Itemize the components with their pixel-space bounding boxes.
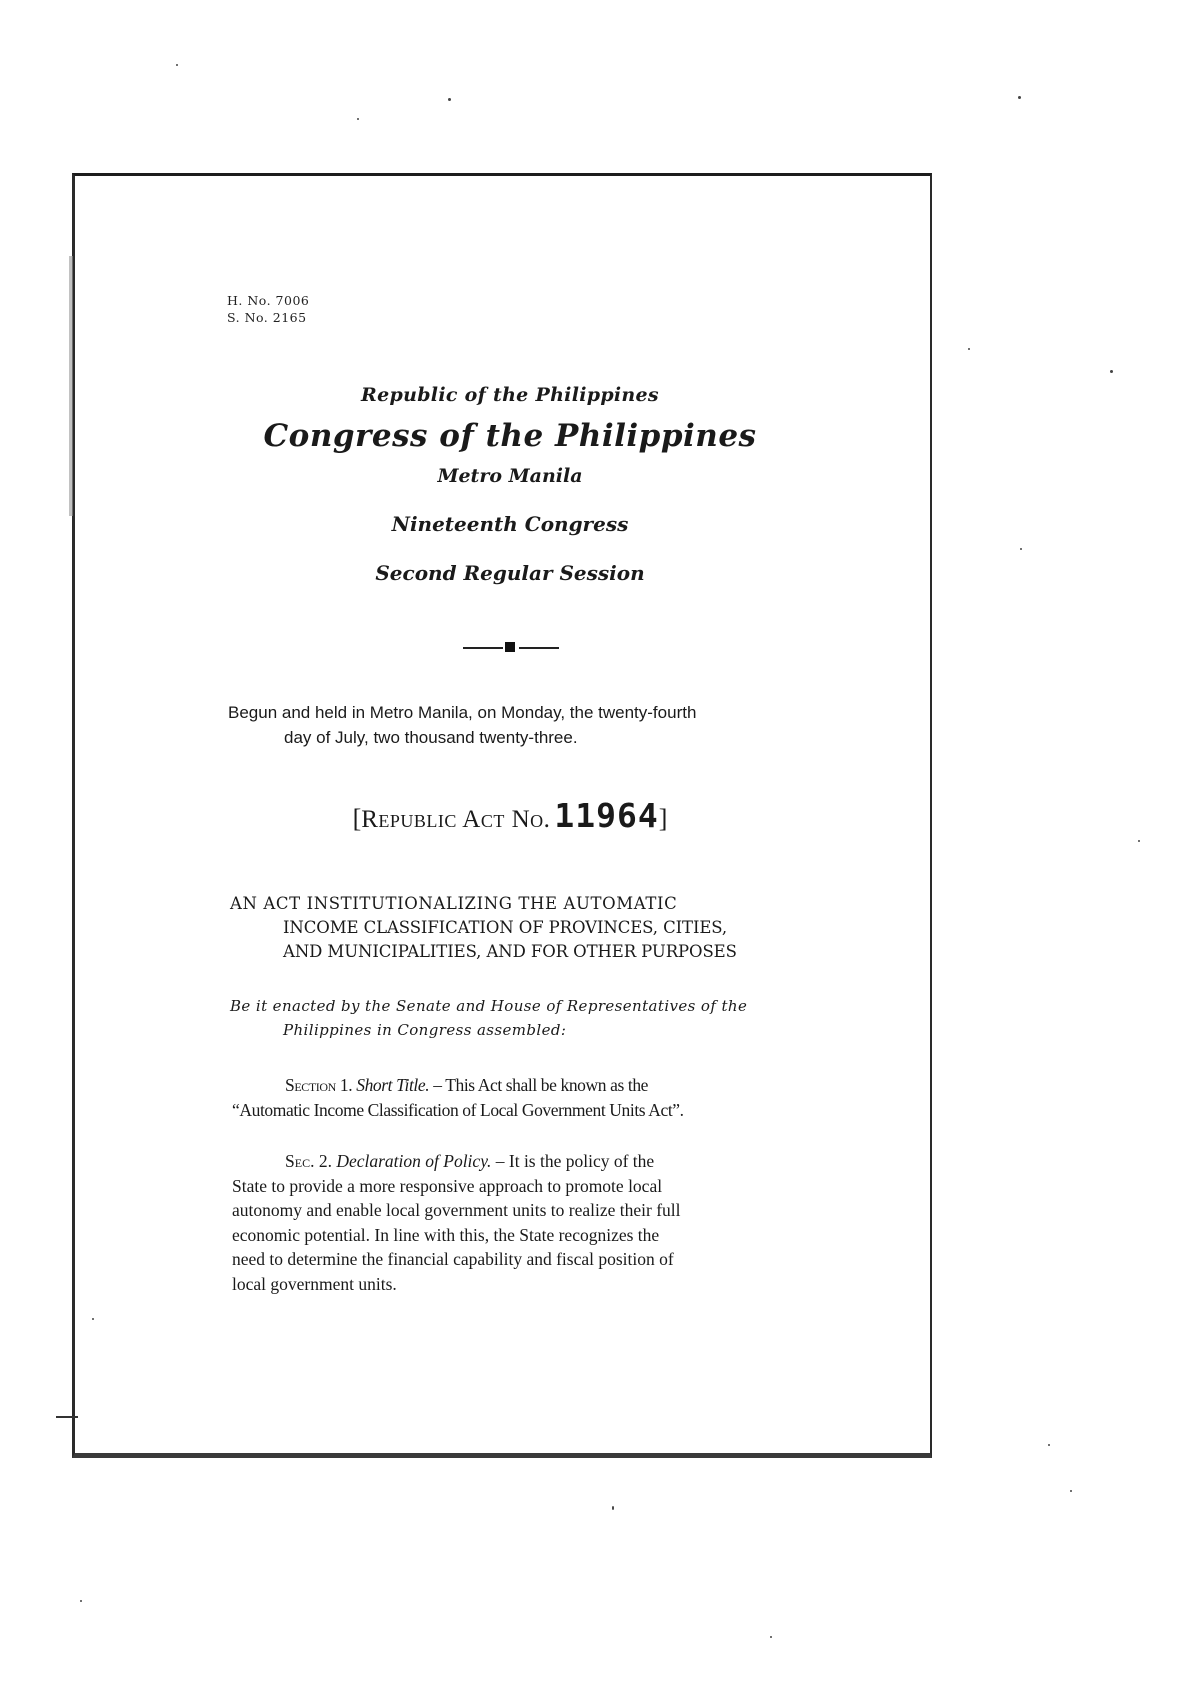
scan-speck xyxy=(1110,370,1113,373)
congress-number-heading: Nineteenth Congress xyxy=(391,512,629,536)
begun-line-1: Begun and held in Metro Manila, on Monday, the twenty-fourth xyxy=(228,703,697,722)
begun-statement xyxy=(228,700,808,750)
section-2-line-5: need to determine the financial capability and fiscal position of xyxy=(232,1249,674,1269)
scan-speck xyxy=(80,1600,82,1602)
open-bracket: [ xyxy=(352,804,362,833)
section-2-heading: Declaration of Policy. xyxy=(336,1151,492,1171)
act-title-line-3: AND MUNICIPALITIES, AND FOR OTHER PURPOSES xyxy=(283,942,737,961)
act-title-line-1: AN ACT INSTITUTIONALIZING THE AUTOMATIC xyxy=(230,894,678,913)
divider-ornament xyxy=(463,642,559,654)
section-2-label: Sec. 2. xyxy=(285,1151,332,1171)
scan-speck xyxy=(1138,840,1140,842)
section-2-line-3: autonomy and enable local government units to realize their full xyxy=(232,1200,681,1220)
section-2-line-6: local government units. xyxy=(232,1273,397,1294)
section-1 xyxy=(232,1073,802,1122)
section-2-line-4: economic potential. In line with this, the State recognizes the xyxy=(232,1224,660,1245)
house-bill-number: H. No. 7006 xyxy=(227,293,310,308)
act-title xyxy=(230,892,810,964)
margin-mark xyxy=(56,1416,78,1418)
republic-act-number: 11964 xyxy=(554,796,659,835)
ornament-line-left xyxy=(463,647,503,649)
scan-speck xyxy=(612,1506,614,1510)
scan-speck xyxy=(448,98,451,101)
scan-speck xyxy=(1020,548,1022,550)
section-1-heading: Short Title. xyxy=(356,1075,430,1095)
section-2-text: – It is the policy of the xyxy=(491,1151,655,1171)
act-title-line-2: INCOME CLASSIFICATION OF PROVINCES, CITIES, xyxy=(283,918,728,937)
section-1-label: Section 1. xyxy=(285,1075,353,1095)
section-1-line-1 xyxy=(232,1073,802,1098)
scan-speck xyxy=(1048,1444,1050,1446)
section-1-text: – This Act shall be known as the xyxy=(429,1075,649,1095)
close-bracket: ] xyxy=(658,804,668,833)
republic-act-label: Republic Act No. xyxy=(361,806,551,833)
republic-heading: Republic of the Philippines xyxy=(361,384,659,406)
session-heading: Second Regular Session xyxy=(375,561,645,585)
scan-speck xyxy=(1070,1490,1072,1492)
scan-speck xyxy=(1018,96,1021,99)
enacting-clause-line-1: Be it enacted by the Senate and House of Representatives of the xyxy=(230,997,748,1015)
location-heading: Metro Manila xyxy=(437,465,583,487)
section-1-line-2: “Automatic Income Classification of Local Government Units Act”. xyxy=(232,1099,684,1120)
congress-heading: Congress of the Philippines xyxy=(263,418,757,454)
scan-speck xyxy=(770,1636,772,1638)
scan-speck xyxy=(357,118,359,120)
section-2-line-1 xyxy=(232,1149,802,1174)
ornament-line-right xyxy=(519,647,559,649)
enacting-clause-line-2: Philippines in Congress assembled: xyxy=(283,1021,567,1039)
enacting-clause xyxy=(230,994,810,1042)
ornament-square xyxy=(505,642,515,652)
senate-bill-number: S. No. 2165 xyxy=(227,310,307,325)
section-2-line-2: State to provide a more responsive approach to promote local xyxy=(232,1175,663,1196)
scan-speck xyxy=(968,348,970,350)
bill-numbers xyxy=(227,292,309,326)
section-2 xyxy=(232,1149,802,1296)
republic-act-title xyxy=(0,796,1020,835)
begun-line-2: day of July, two thousand twenty-three. xyxy=(284,728,578,747)
scan-speck xyxy=(176,64,178,66)
